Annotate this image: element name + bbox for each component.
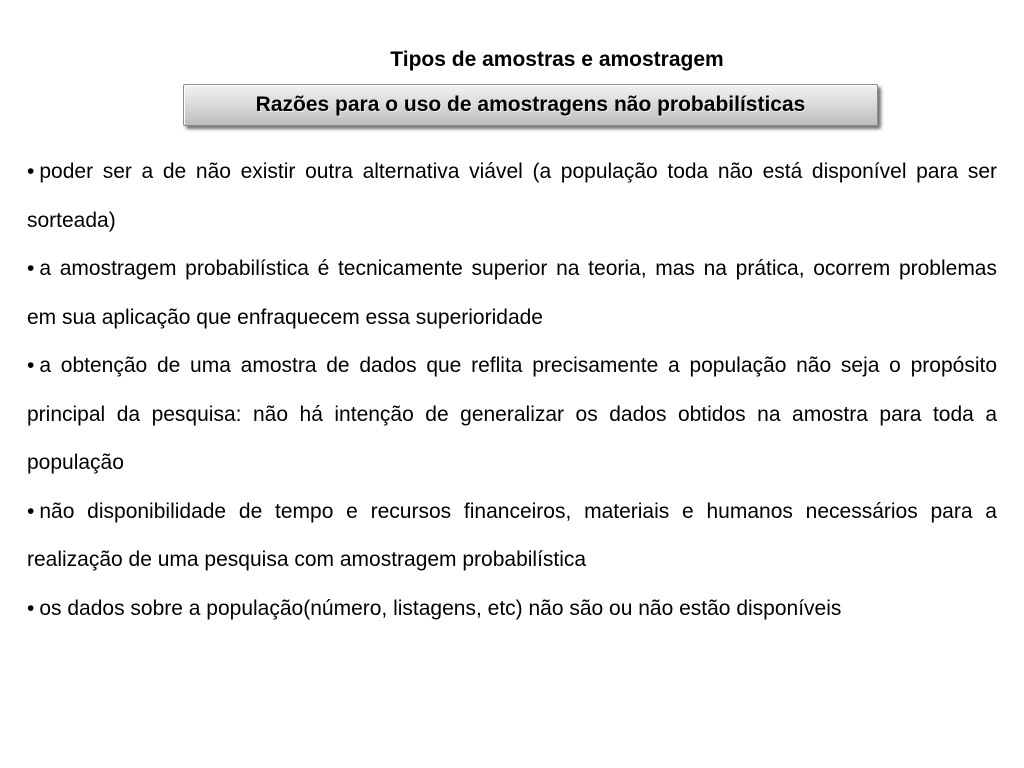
bullet-item-2	[27, 245, 997, 342]
bullet-text: não disponibilidade de tempo e recursos financeiros, materiais e humanos necessários para a realização de uma pesquisa com amostragem probabilística	[27, 499, 997, 571]
bullet-icon: •	[27, 499, 35, 523]
bullet-text: a obtenção de uma amostra de dados que reflita precisamente a população não seja o propósito principal da pesquisa: não há intenção de generalizar os dados obtidos na amostra para toda a população	[27, 354, 997, 474]
bullet-text: poder ser a de não existir outra alternativa viável (a população toda não está disponível para ser sorteada)	[27, 160, 997, 232]
subtitle-banner	[183, 84, 878, 126]
bullet-icon: •	[27, 354, 35, 377]
bullet-item-3	[27, 342, 997, 488]
slide-title: Tipos de amostras e amostragem	[390, 48, 724, 71]
bullet-item-1	[27, 148, 997, 245]
bullet-list	[27, 148, 997, 633]
bullet-text: os dados sobre a população(número, listagens, etc) não são ou não estão disponíveis	[39, 596, 842, 620]
bullet-item-4	[27, 488, 997, 585]
bullet-icon: •	[27, 160, 35, 183]
subtitle-text: Razões para o uso de amostragens não probabilísticas	[255, 93, 806, 116]
bullet-icon: •	[27, 596, 35, 620]
bullet-text: a amostragem probabilística é tecnicamente superior na teoria, mas na prática, ocorrem problemas em sua aplicação que enfraquecem essa superioridade	[27, 257, 997, 329]
bullet-icon: •	[27, 257, 35, 280]
bullet-item-5	[27, 585, 997, 634]
